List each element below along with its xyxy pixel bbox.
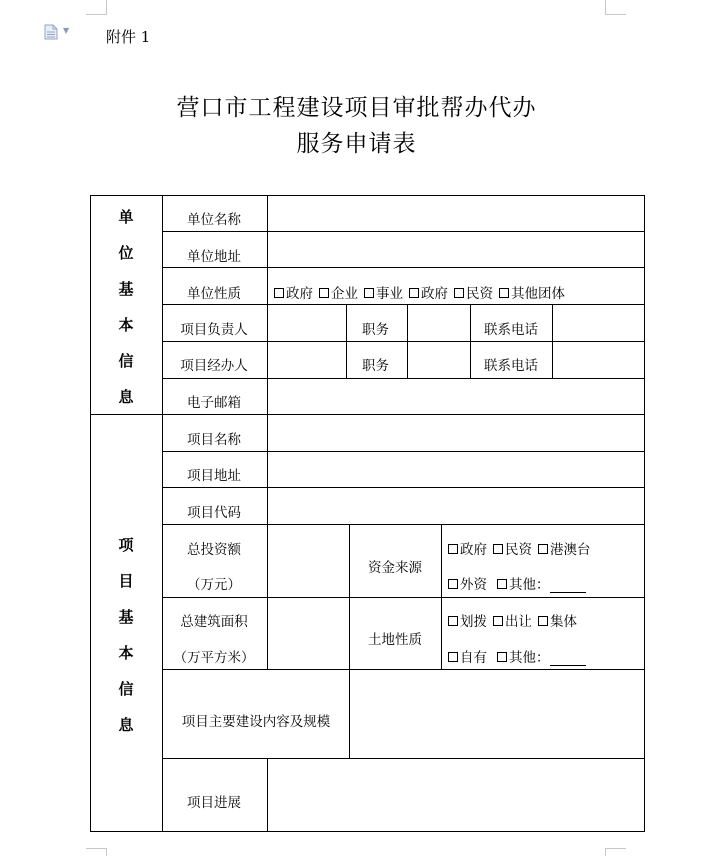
checkbox[interactable] [538,616,548,626]
chevron-down-icon[interactable]: ▼ [63,26,70,35]
investment-field[interactable] [270,527,347,595]
section-heading-char: 息 [118,716,134,734]
checkbox[interactable] [497,652,507,662]
unit-nature-label: 单位性质 [187,286,241,302]
section-heading-char: 信 [118,680,134,698]
section-heading-char: 基 [118,608,134,626]
construction-content-label: 项目主要建设内容及规模 [181,714,331,730]
checkbox[interactable] [538,544,548,554]
project-name-label: 项目名称 [187,432,241,448]
page-subtitle: 服务申请表 [296,131,417,157]
agent-position-label: 职务 [362,358,389,374]
checkbox-option[interactable]: 出让 [493,614,532,630]
checkbox[interactable] [448,579,458,589]
investment-label: 总投资额 [187,542,241,558]
checkbox[interactable] [319,288,329,298]
project-manager-label: 项目负责人 [180,322,248,338]
checkbox-option[interactable]: 自有 [448,650,487,666]
section-heading-char: 本 [118,316,134,334]
agent-position-field[interactable] [410,344,468,376]
section-heading-char: 目 [118,572,134,590]
section-heading-char: 信 [118,352,134,370]
manager-phone-label: 联系电话 [484,322,538,338]
investment-unit: （万元） [187,577,241,593]
project-progress-field[interactable] [270,761,642,830]
page-title: 营口市工程建设项目审批帮办代办 [176,95,537,121]
checkbox[interactable] [448,544,458,554]
other-blank-field[interactable] [550,653,586,666]
checkbox[interactable] [409,288,419,298]
project-manager-field[interactable] [270,307,344,339]
section-heading-char: 位 [118,244,134,262]
land-nature-options-row2 [448,646,592,666]
section-heading-char: 项 [118,536,134,554]
project-name-field[interactable] [270,417,642,449]
construction-content-field[interactable] [352,672,642,756]
checkbox-option[interactable]: 其他： [497,650,586,666]
section-heading-char: 基 [118,280,134,298]
checkbox-option[interactable]: 民资 [454,286,493,302]
project-code-label: 项目代码 [187,505,241,521]
manager-phone-field[interactable] [555,307,642,339]
checkbox-option[interactable]: 企业 [319,286,358,302]
email-label: 电子邮箱 [187,395,241,411]
fund-source-options-row2 [448,573,592,593]
email-field[interactable] [270,381,642,413]
section-heading-char: 单 [118,208,134,226]
attachment-label: 附件 1 [106,28,151,46]
checkbox[interactable] [493,616,503,626]
checkbox[interactable] [454,288,464,298]
checkbox-option[interactable]: 港澳台 [538,542,591,558]
checkbox[interactable] [274,288,284,298]
project-progress-label: 项目进展 [187,795,241,811]
checkbox[interactable] [448,652,458,662]
agent-phone-field[interactable] [555,344,642,376]
checkbox[interactable] [499,288,509,298]
land-nature-options-row1 [448,610,583,630]
project-address-label: 项目地址 [187,468,241,484]
fund-source-label: 资金来源 [368,560,422,576]
unit-address-field[interactable] [270,234,642,266]
checkbox[interactable] [364,288,374,298]
project-code-field[interactable] [270,490,642,522]
checkbox-option[interactable]: 政府 [274,286,313,302]
checkbox-option[interactable]: 外资 [448,577,487,593]
other-blank-field[interactable] [550,580,586,593]
checkbox-option[interactable]: 集体 [538,614,577,630]
land-nature-label: 土地性质 [368,632,422,648]
checkbox[interactable] [448,616,458,626]
project-agent-label: 项目经办人 [180,358,248,374]
building-area-label: 总建筑面积 [180,614,248,630]
project-agent-field[interactable] [270,344,344,376]
unit-name-label: 单位名称 [187,212,241,228]
section-heading-char: 本 [118,644,134,662]
checkbox[interactable] [493,544,503,554]
checkbox-option[interactable]: 民资 [493,542,532,558]
checkbox-option[interactable]: 政府 [409,286,448,302]
unit-nature-options [274,282,571,302]
building-area-field[interactable] [270,600,347,667]
checkbox-option[interactable]: 划拨 [448,614,487,630]
fund-source-options-row1 [448,538,597,558]
manager-position-field[interactable] [410,307,468,339]
building-area-unit: （万平方米） [173,650,255,666]
checkbox-option[interactable]: 政府 [448,542,487,558]
checkbox-option[interactable]: 其他： [497,577,586,593]
checkbox-option[interactable]: 事业 [364,286,403,302]
section-heading-char: 息 [118,388,134,406]
agent-phone-label: 联系电话 [484,358,538,374]
checkbox[interactable] [497,579,507,589]
checkbox-option[interactable]: 其他团体 [499,286,565,302]
unit-name-field[interactable] [270,198,642,230]
project-address-field[interactable] [270,454,642,486]
unit-address-label: 单位地址 [187,249,241,265]
manager-position-label: 职务 [362,322,389,338]
